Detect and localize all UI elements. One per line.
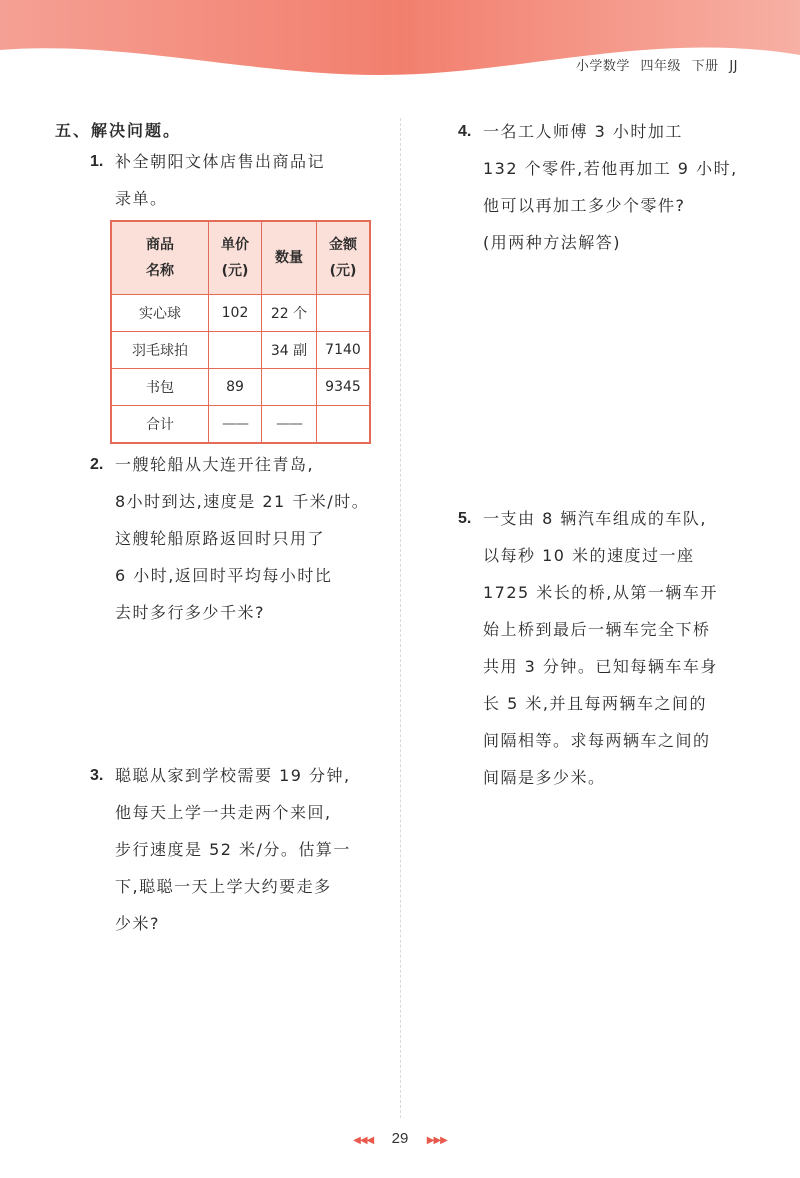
problem-line: 共用 3 分钟。已知每辆车车身	[483, 657, 718, 676]
table-row	[111, 406, 370, 444]
table-cell: 书包	[111, 369, 209, 406]
problem-line: 8小时到达,速度是 21 千米/时。	[115, 492, 370, 511]
problem-line: 一支由 8 辆汽车组成的车队,	[483, 509, 707, 528]
problem-line: 长 5 米,并且每两辆车之间的	[483, 694, 707, 713]
header-cell: 数量	[262, 221, 317, 295]
page-number: 29	[391, 1130, 409, 1147]
problem-line: 间隔是多少米。	[483, 768, 606, 787]
problem-number: 3.	[90, 767, 104, 784]
problem-number: 2.	[90, 456, 104, 473]
table-cell: 羽毛球拍	[111, 332, 209, 369]
problem-line: 一名工人师傅 3 小时加工	[483, 122, 683, 141]
problem-line: 1725 米长的桥,从第一辆车开	[483, 583, 718, 602]
table-cell: 34 副	[262, 332, 317, 369]
problem-number: 1.	[90, 153, 104, 170]
sales-record-table	[110, 220, 371, 444]
table-cell[interactable]	[262, 369, 317, 406]
problem-3	[90, 757, 390, 942]
problem-line: 6 小时,返回时平均每小时比	[115, 566, 333, 585]
problem-1	[90, 143, 390, 217]
problem-line: 下,聪聪一天上学大约要走多	[115, 877, 332, 896]
problem-line: 这艘轮船原路返回时只用了	[115, 529, 326, 548]
table-cell: 实心球	[111, 295, 209, 332]
table-cell: 合计	[111, 406, 209, 444]
problem-line: 步行速度是 52 米/分。估算一	[115, 840, 351, 859]
problem-line: 去时多行多少千米?	[115, 603, 265, 622]
problem-line: 以每秒 10 米的速度过一座	[483, 546, 695, 565]
section-title: 五、解决问题。	[55, 121, 182, 140]
next-arrows-icon[interactable]: ▶▶▶	[426, 1135, 447, 1146]
problem-line: 聪聪从家到学校需要 19 分钟,	[115, 766, 351, 785]
header-text: 小学数学 四年级 下册 JJ	[575, 59, 738, 74]
page-footer	[0, 1130, 800, 1147]
problem-line: 始上桥到最后一辆车完全下桥	[483, 620, 711, 639]
table-row	[111, 369, 370, 406]
table-cell: 102	[209, 295, 262, 332]
problem-line: 一艘轮船从大连开往青岛,	[115, 455, 315, 474]
table-row	[111, 295, 370, 332]
problem-line: 补全朝阳文体店售出商品记	[115, 152, 326, 171]
problem-4	[458, 113, 758, 261]
table-cell: ——	[262, 406, 317, 444]
table-cell: 89	[209, 369, 262, 406]
table-cell: 9345	[317, 369, 371, 406]
column-divider	[400, 118, 401, 1118]
header-cell: 金额 (元)	[317, 221, 371, 295]
problem-line: (用两种方法解答)	[483, 233, 621, 252]
table-cell: 22 个	[262, 295, 317, 332]
header-cell: 商品 名称	[111, 221, 209, 295]
table-cell[interactable]	[317, 295, 371, 332]
problem-line: 132 个零件,若他再加工 9 小时,	[483, 159, 738, 178]
table-cell: ——	[209, 406, 262, 444]
table-cell[interactable]	[317, 406, 371, 444]
problem-line: 间隔相等。求每两辆车之间的	[483, 731, 711, 750]
problem-number: 4.	[458, 123, 472, 140]
problem-line: 他每天上学一共走两个来回,	[115, 803, 332, 822]
problem-line: 他可以再加工多少个零件?	[483, 196, 686, 215]
header-band	[0, 0, 800, 95]
table-cell[interactable]	[209, 332, 262, 369]
table-row	[111, 332, 370, 369]
table-cell: 7140	[317, 332, 371, 369]
problem-number: 5.	[458, 510, 472, 527]
table-header-row	[111, 221, 370, 295]
problem-2	[90, 446, 390, 631]
prev-arrows-icon[interactable]: ◀◀◀	[353, 1135, 374, 1146]
problem-line: 少米?	[115, 914, 160, 933]
problem-line: 录单。	[115, 189, 168, 208]
problem-5	[458, 500, 758, 796]
header-cell: 单价 (元)	[209, 221, 262, 295]
